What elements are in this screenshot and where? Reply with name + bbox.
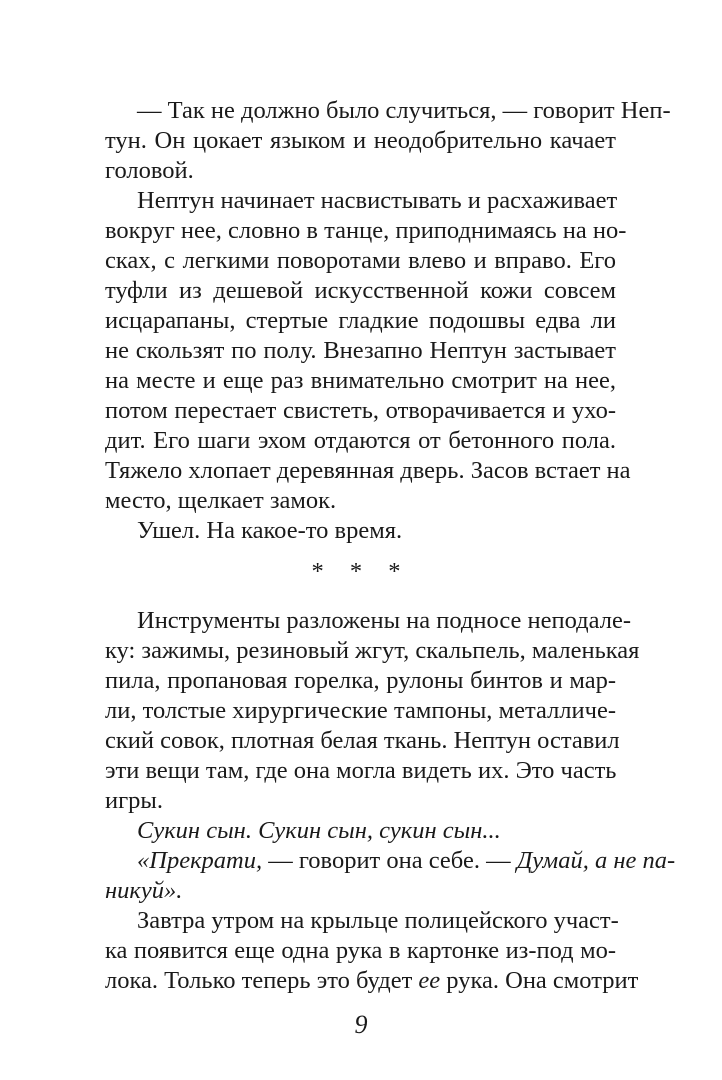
text-line-italic (137, 816, 616, 846)
text-line: на месте и еще раз внимательно смотрит на нее, (105, 367, 616, 394)
text-line: не скользят по полу. Внезапно Нептун застывает (105, 337, 616, 364)
text-line: сках, с легкими поворотами влево и вправо. Его (105, 247, 616, 274)
text-line: ку: зажимы, резиновый жгут, скальпель, маленькая (105, 637, 640, 664)
text-line: Тяжело хлопает деревянная дверь. Засов встает на (105, 457, 631, 484)
text-line: потом перестает свистеть, отворачивается и ухо- (105, 397, 616, 424)
text-line: дит. Его шаги эхом отдаются от бетонного пола. (105, 427, 616, 454)
italic-emphasis: ее (418, 967, 441, 994)
text-line: Нептун начинает насвистывать и расхаживает (137, 187, 618, 214)
text-fragment: рука. Она смотрит (440, 967, 639, 994)
section-separator: * * * (311, 558, 411, 585)
page-number: 9 (354, 1010, 368, 1039)
text-fragment: лока. Только теперь это будет (105, 967, 419, 994)
text-line: — Так не должно было случиться, — говорит Неп- (137, 97, 671, 124)
italic-speech: Думай, а не па- (516, 847, 676, 874)
text-line: игры. (105, 787, 163, 814)
italic-speech: «Прекрати, (137, 847, 263, 874)
text-line: ка появится еще одна рука в картонке из-под мо- (105, 937, 616, 964)
text-line: тун. Он цокает языком и неодобрительно качает (105, 127, 616, 154)
italic-thought: Сукин сын. Сукин сын, сукин сын... (137, 817, 501, 844)
text-line: вокруг нее, словно в танце, приподнимаясь на но- (105, 217, 627, 244)
text-line: ли, толстые хирургические тампоны, металличе- (105, 697, 616, 724)
text-line: пила, пропановая горелка, рулоны бинтов и мар- (105, 667, 616, 694)
text-line: Ушел. На какое-то время. (137, 517, 403, 544)
text-line (137, 846, 676, 876)
text-line: ский совок, плотная белая ткань. Нептун оставил (105, 727, 620, 754)
speech-attribution: — говорит она себе. — (262, 847, 517, 874)
text-line (105, 966, 639, 996)
text-line: место, щелкает замок. (105, 487, 337, 514)
text-line: исцарапаны, стертые гладкие подошвы едва ли (105, 307, 616, 334)
text-line: туфли из дешевой искусственной кожи совсем (105, 277, 616, 304)
text-line: Инструменты разложены на подносе неподале- (137, 607, 631, 634)
text-line: эти вещи там, где она могла видеть их. Это часть (105, 757, 617, 784)
italic-speech: никуй». (105, 877, 183, 904)
text-line: Завтра утром на крыльце полицейского участ- (137, 907, 619, 934)
text-line-italic (105, 876, 616, 906)
text-line: головой. (105, 157, 194, 184)
